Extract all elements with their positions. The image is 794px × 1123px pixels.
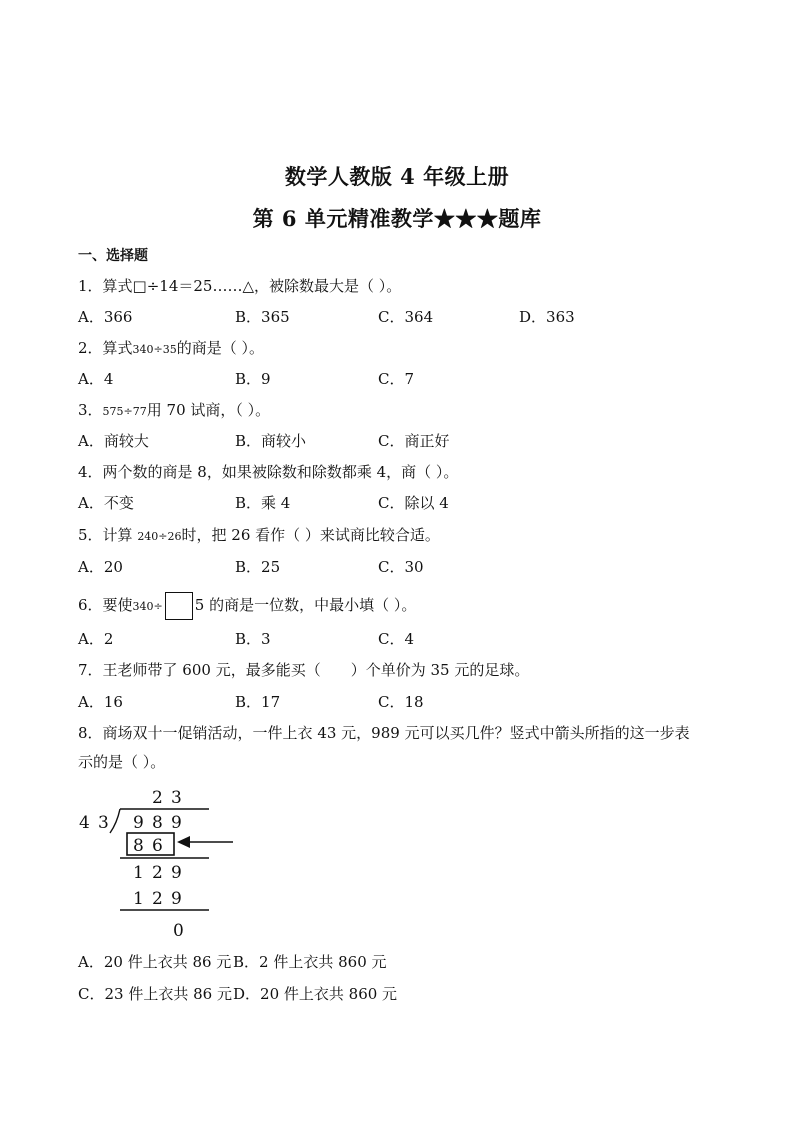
q3-option-b[interactable]: B．商较小 xyxy=(235,432,307,450)
question-1: 1．算式□÷14＝25……△，被除数最大是（ ）。 xyxy=(78,277,402,295)
dividend-digit: 9 xyxy=(133,813,144,833)
q3-stem-post: 用 70 试商，（ ）。 xyxy=(146,401,271,419)
q6-expression: 340÷ xyxy=(132,600,163,613)
q6-stem-pre: 6．要使 xyxy=(78,596,133,614)
q2-option-a[interactable]: A．4 xyxy=(78,370,114,388)
q5-stem-pre: 5．计算 xyxy=(78,526,138,544)
q4-option-b[interactable]: B．乘 4 xyxy=(235,494,291,512)
q1-option-c[interactable]: C．364 xyxy=(378,308,434,326)
product-digit: 6 xyxy=(152,836,163,856)
q6-option-b[interactable]: B．3 xyxy=(235,630,271,648)
q8-option-d[interactable]: D．20 件上衣共 860 元 xyxy=(233,985,398,1003)
q6-option-a[interactable]: A．2 xyxy=(78,630,114,648)
q8-option-c[interactable]: C．23 件上衣共 86 元 xyxy=(78,985,232,1003)
q7-option-c[interactable]: C．18 xyxy=(378,693,424,711)
arrow-left-icon xyxy=(177,836,190,848)
divisor-digit: 3 xyxy=(98,813,109,833)
q4-option-c[interactable]: C．除以 4 xyxy=(378,494,449,512)
q2-option-c[interactable]: C．7 xyxy=(378,370,415,388)
q3-option-c[interactable]: C．商正好 xyxy=(378,432,450,450)
q6-blank-box[interactable] xyxy=(165,592,193,620)
remainder-digit: 9 xyxy=(171,863,182,883)
question-4: 4．两个数的商是 8，如果被除数和除数都乘 4，商（ ）。 xyxy=(78,463,459,481)
question-5 xyxy=(78,525,440,547)
remainder-digit: 1 xyxy=(133,863,144,883)
product-digit: 8 xyxy=(133,836,144,856)
q7-option-b[interactable]: B．17 xyxy=(235,693,281,711)
division-bracket xyxy=(110,809,120,833)
dividend-digit: 9 xyxy=(171,813,182,833)
question-8-line-2: 示的是（ ）。 xyxy=(78,753,166,771)
product-digit: 1 xyxy=(133,889,144,909)
question-8-line-1: 8．商场双十一促销活动，一件上衣 43 元，989 元可以买几件？竖式中箭头所指的这一步表 xyxy=(78,724,690,742)
q2-expression: 340÷35 xyxy=(132,343,177,356)
q5-option-c[interactable]: C．30 xyxy=(378,558,424,576)
q5-option-b[interactable]: B．25 xyxy=(235,558,281,576)
question-6 xyxy=(78,592,416,620)
long-division-diagram xyxy=(70,780,250,950)
question-3 xyxy=(78,400,270,422)
q6-stem-post: 5 的商是一位数，中最小填（ ）。 xyxy=(194,596,417,614)
q5-option-a[interactable]: A．20 xyxy=(78,558,123,576)
q8-option-a[interactable]: A．20 件上衣共 86 元 xyxy=(78,953,232,971)
q2-stem-post: 的商是（ ）。 xyxy=(176,339,265,357)
q6-option-c[interactable]: C．4 xyxy=(378,630,415,648)
q3-stem-pre: 3． xyxy=(78,401,103,419)
q4-option-a[interactable]: A．不变 xyxy=(78,494,134,512)
remainder-digit: 2 xyxy=(152,863,163,883)
q7-option-a[interactable]: A．16 xyxy=(78,693,123,711)
q3-expression: 575÷77 xyxy=(102,405,147,418)
quotient-digit: 3 xyxy=(171,788,182,808)
product-digit: 9 xyxy=(171,889,182,909)
q3-option-a[interactable]: A．商较大 xyxy=(78,432,149,450)
q5-expression: 240÷26 xyxy=(137,530,182,543)
quotient-digit: 2 xyxy=(152,788,163,808)
product-digit: 2 xyxy=(152,889,163,909)
q1-option-a[interactable]: A．366 xyxy=(78,308,133,326)
question-2 xyxy=(78,338,264,360)
question-7: 7．王老师带了 600 元，最多能买（ ）个单价为 35 元的足球。 xyxy=(78,661,530,679)
q1-option-b[interactable]: B．365 xyxy=(235,308,290,326)
q5-stem-post: 时，把 26 看作（ ）来试商比较合适。 xyxy=(181,526,440,544)
q2-option-b[interactable]: B．9 xyxy=(235,370,271,388)
document-subtitle: 第 6 单元精准教学★★★题库 xyxy=(252,206,542,231)
dividend-digit: 8 xyxy=(152,813,163,833)
q8-option-b[interactable]: B．2 件上衣共 860 元 xyxy=(233,953,387,971)
section-heading: 一、选择题 xyxy=(78,248,148,264)
document-title: 数学人教版 4 年级上册 xyxy=(284,164,510,189)
divisor-digit: 4 xyxy=(79,813,90,833)
q2-stem-pre: 2．算式 xyxy=(78,339,133,357)
q1-option-d[interactable]: D．363 xyxy=(519,308,575,326)
final-remainder: 0 xyxy=(173,921,184,941)
